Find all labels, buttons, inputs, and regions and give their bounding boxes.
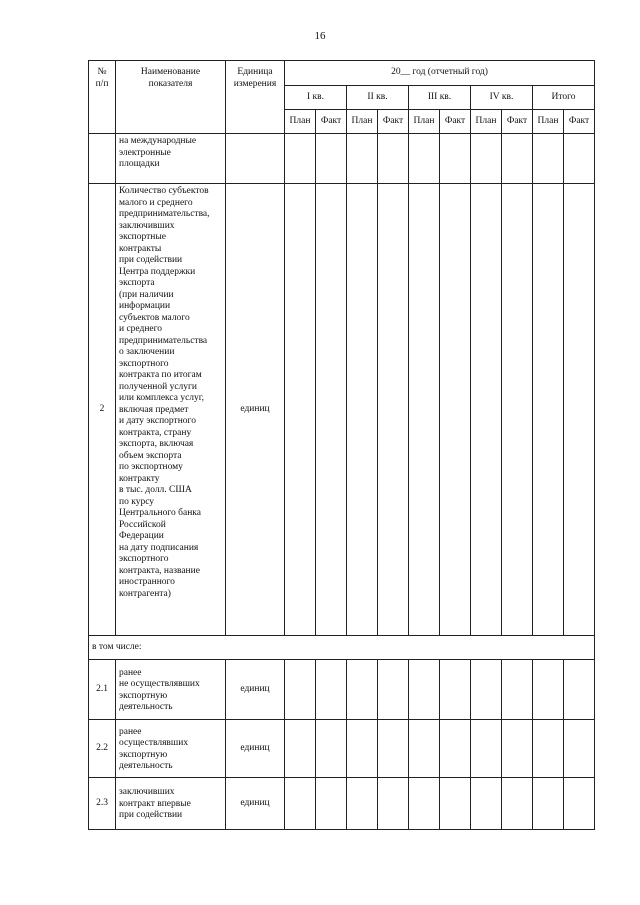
- page-number: 16: [314, 30, 326, 42]
- row-number: 2.1: [89, 660, 116, 720]
- indicator-name: на международные электронные площадки: [116, 134, 226, 184]
- value-cell: [347, 660, 378, 720]
- value-cell: [285, 720, 316, 778]
- row-number: 2: [89, 184, 116, 636]
- value-cell: [440, 720, 471, 778]
- column-header-unit: Единица измерения: [226, 61, 285, 134]
- fact-header: Факт: [564, 110, 595, 134]
- row-number: 2.2: [89, 720, 116, 778]
- indicator-name: Количество субъектов малого и среднего предпринимательства, заключивших экспортные контракты при содействии Центра поддержки экспорта (при наличии информации субъектов малого и среднего предпринимательства о заключении экспортного контракта по итогам полученной услуги или комплекса услуг, включая предмет и дату экспортного контракта, страну экспорта, включая объем экспорта по экспортному контракту в тыс. долл. США по курсу Центрального банка Российской Федерации на дату подписания экспортного контракта, название иностранного контрагента): [116, 184, 226, 636]
- value-cell: [502, 660, 533, 720]
- value-cell: [502, 778, 533, 830]
- value-cell: [409, 660, 440, 720]
- value-cell: [347, 778, 378, 830]
- value-cell: [564, 778, 595, 830]
- indicator-name: заключивших контракт впервые при содействии: [116, 778, 226, 830]
- value-cell: [564, 660, 595, 720]
- value-cell: [316, 720, 347, 778]
- value-cell: [564, 134, 595, 184]
- indicator-name: ранее не осуществлявших экспортную деятельность: [116, 660, 226, 720]
- column-header-name: Наименование показателя: [116, 61, 226, 134]
- plan-header: План: [471, 110, 502, 134]
- row-number: 2.3: [89, 778, 116, 830]
- value-cell: [316, 134, 347, 184]
- value-cell: [285, 184, 316, 636]
- quarter-header-2: II кв.: [347, 86, 409, 110]
- value-cell: [378, 134, 409, 184]
- quarter-header-1: I кв.: [285, 86, 347, 110]
- column-header-number: № п/п: [89, 61, 116, 134]
- value-cell: [502, 184, 533, 636]
- value-cell: [502, 134, 533, 184]
- value-cell: [285, 134, 316, 184]
- fact-header: Факт: [378, 110, 409, 134]
- fact-header: Факт: [502, 110, 533, 134]
- value-cell: [471, 134, 502, 184]
- row-number: [89, 134, 116, 184]
- table-row: [89, 778, 595, 830]
- fact-header: Факт: [316, 110, 347, 134]
- value-cell: [409, 134, 440, 184]
- value-cell: [471, 184, 502, 636]
- value-cell: [564, 184, 595, 636]
- indicator-name: ранее осуществлявших экспортную деятельность: [116, 720, 226, 778]
- value-cell: [471, 660, 502, 720]
- quarter-header-3: III кв.: [409, 86, 471, 110]
- plan-header: План: [285, 110, 316, 134]
- value-cell: [347, 184, 378, 636]
- value-cell: [285, 660, 316, 720]
- value-cell: [378, 184, 409, 636]
- value-cell: [347, 134, 378, 184]
- table-row: [89, 184, 595, 636]
- value-cell: [316, 660, 347, 720]
- indicator-table: [88, 60, 595, 830]
- value-cell: [409, 720, 440, 778]
- value-cell: [316, 778, 347, 830]
- plan-header: План: [409, 110, 440, 134]
- unit-cell: единиц: [226, 778, 285, 830]
- value-cell: [533, 720, 564, 778]
- value-cell: [533, 778, 564, 830]
- value-cell: [285, 778, 316, 830]
- value-cell: [471, 720, 502, 778]
- unit-cell: единиц: [226, 184, 285, 636]
- table-row: [89, 134, 595, 184]
- table-row: [89, 660, 595, 720]
- value-cell: [533, 660, 564, 720]
- value-cell: [533, 134, 564, 184]
- table-row: [89, 720, 595, 778]
- column-header-year: 20__ год (отчетный год): [285, 61, 595, 86]
- value-cell: [440, 778, 471, 830]
- plan-header: План: [347, 110, 378, 134]
- quarter-header-total: Итого: [533, 86, 595, 110]
- value-cell: [533, 184, 564, 636]
- value-cell: [316, 184, 347, 636]
- plan-header: План: [533, 110, 564, 134]
- value-cell: [378, 720, 409, 778]
- fact-header: Факт: [440, 110, 471, 134]
- value-cell: [502, 720, 533, 778]
- value-cell: [409, 778, 440, 830]
- table-row: [89, 636, 595, 660]
- value-cell: [440, 134, 471, 184]
- unit-cell: [226, 134, 285, 184]
- value-cell: [378, 660, 409, 720]
- value-cell: [471, 778, 502, 830]
- value-cell: [409, 184, 440, 636]
- unit-cell: единиц: [226, 720, 285, 778]
- value-cell: [440, 184, 471, 636]
- value-cell: [440, 660, 471, 720]
- unit-cell: единиц: [226, 660, 285, 720]
- subheading: в том числе:: [89, 636, 595, 660]
- value-cell: [347, 720, 378, 778]
- quarter-header-4: IV кв.: [471, 86, 533, 110]
- value-cell: [378, 778, 409, 830]
- value-cell: [564, 720, 595, 778]
